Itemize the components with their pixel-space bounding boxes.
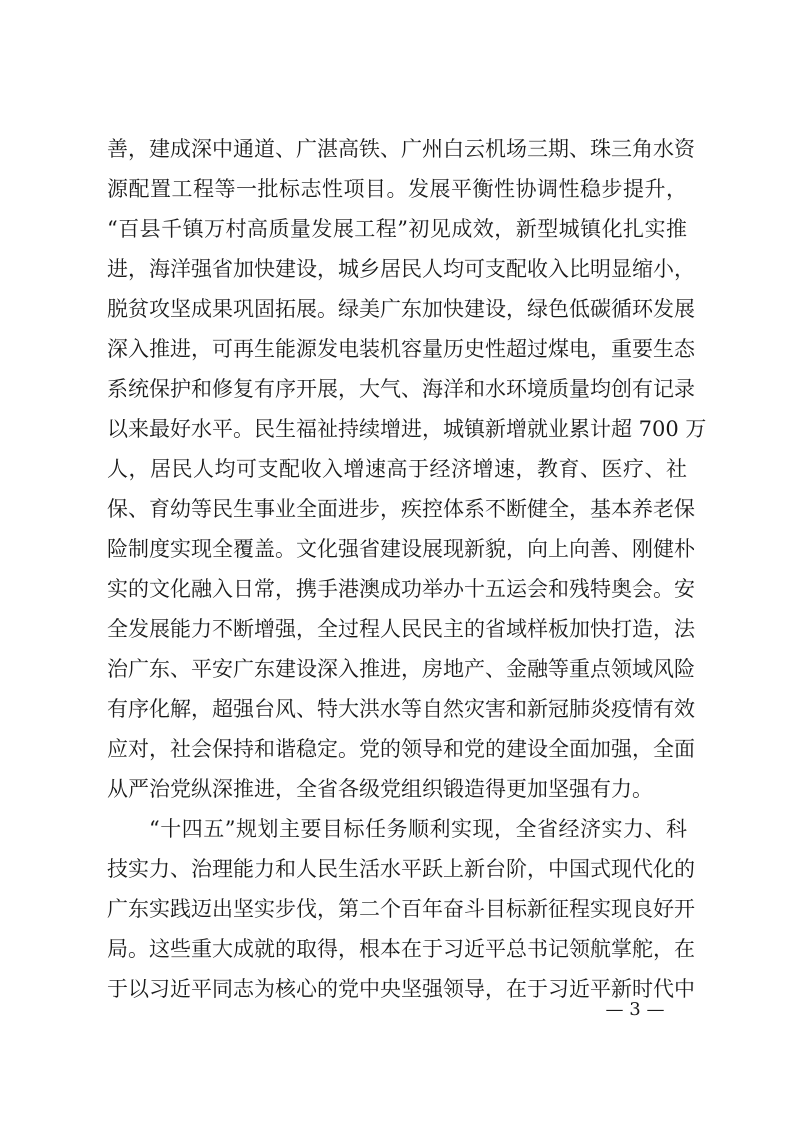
text-line: 善，建成深中通道、广湛高铁、广州白云机场三期、珠三角水资 xyxy=(107,137,695,161)
text-line: 深入推进，可再生能源发电装机容量历史性超过煤电，重要生态 xyxy=(107,337,695,361)
text-line: 于以习近平同志为核心的党中央坚强领导，在于习近平新时代中 xyxy=(107,977,695,1001)
text-line: 人，居民人均可支配收入增速高于经济增速，教育、医疗、社 xyxy=(107,457,687,481)
text-line: 源配置工程等一批标志性项目。发展平衡性协调性稳步提升， xyxy=(107,177,687,201)
text-line: 系统保护和修复有序开展，大气、海洋和水环境质量均创有记录 xyxy=(107,377,695,401)
text-line: 脱贫攻坚成果巩固拓展。绿美广东加快建设，绿色低碳循环发展 xyxy=(107,297,695,321)
text-line: 险制度实现全覆盖。文化强省建设展现新貌，向上向善、刚健朴 xyxy=(107,537,695,561)
paragraph-first-line: “十四五”规划主要目标任务顺利实现，全省经济实力、科 xyxy=(149,817,687,841)
text-line: 广东实践迈出坚实步伐，第二个百年奋斗目标新征程实现良好开 xyxy=(107,897,695,921)
text-line: 局。这些重大成就的取得，根本在于习近平总书记领航掌舵，在 xyxy=(107,937,695,961)
page-number: — 3 — xyxy=(605,999,665,1020)
text-line: 从严治党纵深推进，全省各级党组织锻造得更加坚强有力。 xyxy=(107,777,653,801)
text-line: 实的文化融入日常，携手港澳成功举办十五运会和残特奥会。安 xyxy=(107,577,695,601)
text-line: 技实力、治理能力和人民生活水平跃上新台阶，中国式现代化的 xyxy=(107,857,695,881)
text-line: 治广东、平安广东建设深入推进，房地产、金融等重点领域风险 xyxy=(107,657,695,681)
text-line: 全发展能力不断增强，全过程人民民主的省域样板加快打造，法 xyxy=(107,617,695,641)
text-line: 保、育幼等民生事业全面进步，疾控体系不断健全，基本养老保 xyxy=(107,497,695,521)
text-line: “百县千镇万村高质量发展工程”初见成效，新型城镇化扎实推 xyxy=(107,217,687,241)
text-line: 以来最好水平。民生福祉持续增进，城镇新增就业累计超 700 万 xyxy=(107,417,707,441)
text-line: 应对，社会保持和谐稳定。党的领导和党的建设全面加强，全面 xyxy=(107,737,695,761)
text-line: 有序化解，超强台风、特大洪水等自然灾害和新冠肺炎疫情有效 xyxy=(107,697,695,721)
text-line: 进，海洋强省加快建设，城乡居民人均可支配收入比明显缩小， xyxy=(107,257,695,281)
